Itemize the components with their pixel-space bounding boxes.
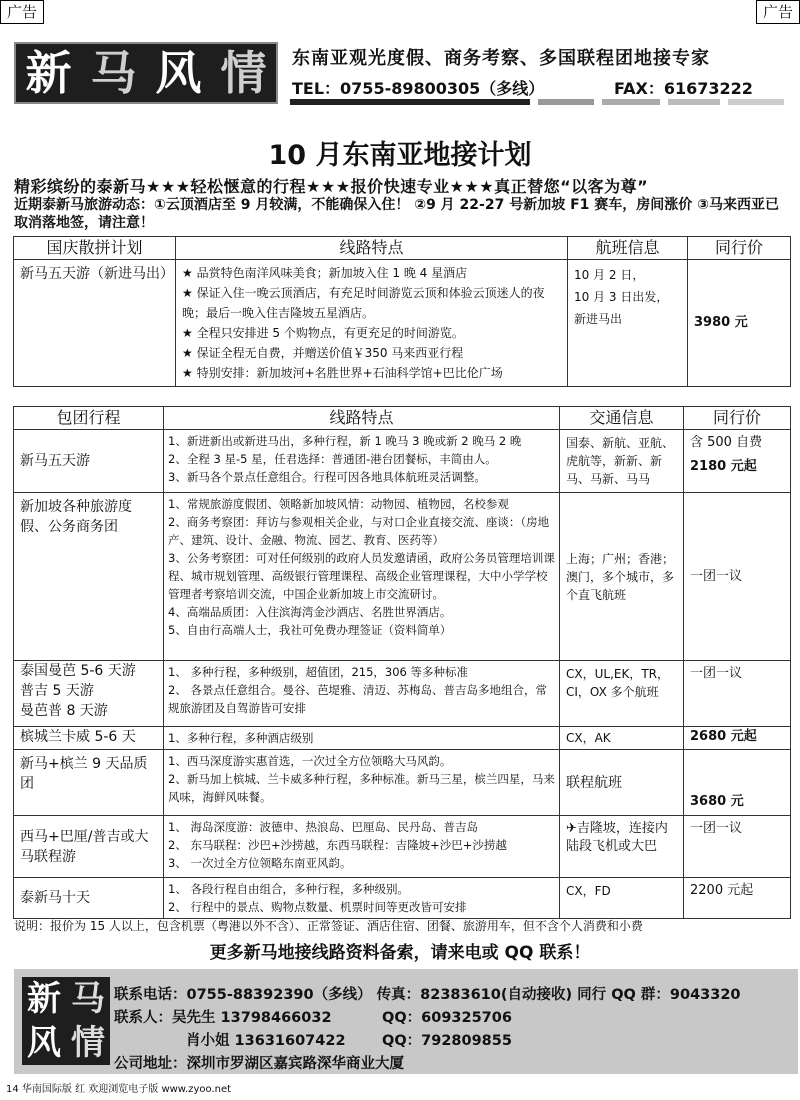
header-bar — [668, 99, 720, 105]
contact-qq-2: QQ：792809855 — [382, 1033, 512, 1049]
contact-footer — [14, 969, 798, 1074]
table-row: 泰新马十天 1、 各段行程自由组合，多种行程，多种级别。 2、 行程中的景点、购物点数量、机票时间等更改皆可安排 CX，FD 2200 元起 — [14, 878, 791, 919]
table-row: 新马五天游 1、新进新出或新进马出，多种行程，新 1 晚马 3 晚或新 2 晚马 2 晚 2、全程 3 星-5 星，任君选择：普通团-港台团餐标，丰简由人。 3、新马各个景点任意组合。行程可因各地具体航班灵活调整。 国泰、新航、亚航、虎航等，新新、新马、马新、马马 含 500 自费 2180 元起 — [14, 430, 791, 493]
intro-line: 精彩缤纷的泰新马★★★轻松惬意的行程★★★报价快速专业★★★真正替您“以客为尊” — [14, 177, 649, 196]
table-row: 槟城兰卡威 5-6 天 1、多种行程，多种酒店级别 CX，AK 2680 元起 — [14, 727, 791, 750]
page-footer: 14 华南国际版 红 欢迎浏览电子版 www.zyoo.net — [6, 1084, 232, 1095]
header-bar — [538, 99, 594, 105]
brand-logo: 新 马 风 情 — [14, 42, 278, 104]
tel-number: TEL：0755-89800305（多线） — [292, 79, 545, 98]
col-header: 包团行程 — [14, 407, 164, 430]
slogan: 东南亚观光度假、商务考察、多国联程团地接专家 — [292, 48, 710, 69]
contact-person-2: 肖小姐 13631607422 — [186, 1033, 346, 1049]
contact-phone: 联系电话：0755-88392390（多线） 传真：82383610(自动接收) 同行 QQ 群：9043320 — [114, 987, 741, 1003]
contact-person-1: 联系人：吴先生 13798466032 — [114, 1010, 332, 1026]
table-row: 西马+巴厘/普吉或大马联程游 1、 海岛深度游：波德申、热浪岛、巴厘岛、民丹岛、普吉岛 2、 东马联程：沙巴+沙捞越，东西马联程：吉隆坡+沙巴+沙捞越 3、 一次过全方位领略东南亚风韵。 ✈吉隆坡，连接内陆段飞机或大巴 一团一议 — [14, 816, 791, 878]
more-info: 更多新马地接线路资料备索，请来电或 QQ 联系！ — [209, 943, 591, 963]
group-tour-table — [13, 406, 791, 919]
flight-info: 10 月 2 日， 10 月 3 日出发， 新进马出 — [568, 260, 688, 387]
contact-qq-1: QQ：609325706 — [382, 1010, 512, 1026]
ad-tag-right: 广告 — [756, 0, 800, 24]
price-note: 说明：报价为 15 人以上，包含机票（粤港以外不含）、正常签证、酒店住宿、团餐、旅游用车，但不含个人消费和小费 — [14, 919, 643, 933]
col-header: 线路特点 — [164, 407, 560, 430]
page-title: 10 月东南亚地接计划 — [268, 140, 532, 171]
col-header: 航班信息 — [568, 237, 688, 260]
company-address: 公司地址：深圳市罗湖区嘉宾路深华商业大厦 — [114, 1056, 404, 1072]
holiday-plan-table — [13, 236, 791, 387]
footer-logo: 新 马 风 情 — [22, 977, 110, 1065]
col-header: 交通信息 — [560, 407, 684, 430]
travel-news: 近期泰新马旅游动态：①云顶酒店至 9 月较满，不能确保入住！ ②9 月 22-27 号新加坡 F1 赛车，房间涨价 ③马来西亚已取消落地签，请注意！ — [14, 197, 779, 231]
fax-number: FAX：61673222 — [614, 79, 753, 98]
table-row: 新加坡各种旅游度假、公务商务团 1、常规旅游度假团、领略新加坡风情：动物园、植物园，名校参观 2、商务考察团：拜访与参观相关企业，与对口企业直接交流、座谈：（房地产、建筑、设计、金融、物流、园艺、教育、医药等） 3、公务考察团：可对任何级别的政府人员发邀请函，政府公务员管理培训课程、城市规划管理、高级银行管理课程、高级企业管理课程，大中小学学校管理者考察培训交流，中国企业新加坡上市交流研讨。 4、高端品质团：入住滨海湾金沙酒店、名胜世界酒店。 5、自由行高端人士，我社可免费办理签证（资料简单） 上海；广州；香港；澳门，多个城市，多个直飞航班 一团一议 — [14, 493, 791, 661]
route-name: 新马五天游（新进马出） — [14, 260, 176, 387]
col-header: 国庆散拼计划 — [14, 237, 176, 260]
ad-tag-left: 广告 — [0, 0, 44, 24]
price: 3980 元 — [688, 260, 791, 387]
col-header: 线路特点 — [176, 237, 568, 260]
header-bar — [602, 99, 660, 105]
col-header: 同行价 — [684, 407, 791, 430]
table-row: 泰国曼芭 5-6 天游 普吉 5 天游 曼芭普 8 天游 1、 多种行程，多种级别，超值团，215，306 等多种标准 2、 各景点任意组合。曼谷、芭堤雅、清迈、苏梅岛、普吉岛多地组合，常规旅游团及自驾游皆可安排 CX，UL,EK，TR，CI，OX 多个航班 一团一议 — [14, 661, 791, 727]
header-bar — [290, 99, 530, 105]
route-features: ★ 品赏特色南洋风味美食；新加坡入住 1 晚 4 星酒店 ★ 保证入住一晚云顶酒店，有充足时间游览云顶和体验云顶迷人的夜晚；最后一晚入住吉隆坡五星酒店。 ★ 全程只安排进 5 个购物点，有更充足的时间游览。 ★ 保证全程无自费，并赠送价值￥350 马来西亚行程 ★ 特别安排：新加坡河+名胜世界+石油科学馆+巴比伦广场 — [176, 260, 568, 387]
header-bar — [728, 99, 784, 105]
table-row: 新马+槟兰 9 天品质团 1、西马深度游实惠首选，一次过全方位领略大马风韵。 2、新马加上槟城、兰卡威多种行程，多种标准。新马三星，槟兰四星，马来风味，海鲜风味餐。 联程航班 3680 元 — [14, 750, 791, 816]
col-header: 同行价 — [688, 237, 791, 260]
